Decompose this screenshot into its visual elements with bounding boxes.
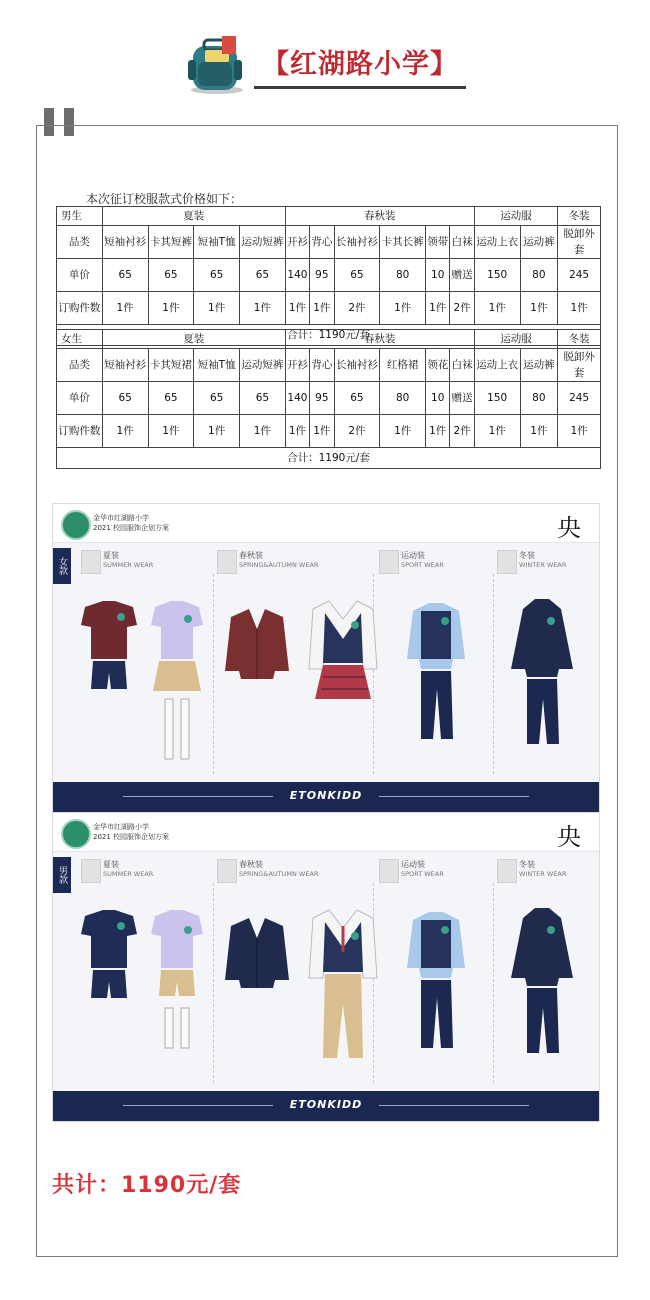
catalog-school <box>93 513 169 533</box>
category-en: SUMMER WEAR <box>103 561 154 569</box>
catalog-school <box>93 822 169 842</box>
school-name: 金华市红湖路小学 <box>93 823 149 831</box>
price-cell: 65 <box>148 382 194 415</box>
price-cell: 140 <box>285 382 309 415</box>
school-logo-icon <box>61 510 91 540</box>
item-name-cell: 背心 <box>310 226 334 259</box>
row-label: 品类 <box>57 349 103 382</box>
boys-winter-coat-icon <box>511 908 573 1053</box>
quantity-cell: 1件 <box>194 415 240 448</box>
quantity-cell: 1件 <box>240 292 286 325</box>
item-name-cell: 白袜 <box>450 349 474 382</box>
section-sport: 运动服 <box>474 330 557 349</box>
item-name-cell: 背心 <box>310 349 334 382</box>
quantity-cell: 2件 <box>450 292 474 325</box>
item-name-cell: 脱卸外套 <box>558 226 601 259</box>
price-cell: 80 <box>380 259 426 292</box>
quantity-cell: 1件 <box>380 292 426 325</box>
price-cell: 65 <box>102 382 148 415</box>
boys-sport-suit-icon <box>407 912 465 1048</box>
quantity-cell: 1件 <box>285 292 309 325</box>
item-name-cell: 短袖T恤 <box>194 349 240 382</box>
category-en: SPRING&AUTUMN WEAR <box>239 870 319 878</box>
title-underline <box>254 86 466 89</box>
gender-label: 女生 <box>57 330 103 349</box>
item-name-cell: 短袖T恤 <box>194 226 240 259</box>
plan-name: 2021 校园服饰企划方案 <box>93 524 170 532</box>
girls-uniform-illustrations <box>73 599 593 774</box>
price-cell: 65 <box>102 259 148 292</box>
item-name-cell: 红格裙 <box>380 349 426 382</box>
girls-winter-coat-icon <box>511 599 573 744</box>
boys-polo-icon <box>81 910 137 998</box>
item-name-cell: 卡其长裤 <box>380 226 426 259</box>
item-name-cell: 开衫 <box>285 226 309 259</box>
quantity-cell: 1件 <box>426 415 450 448</box>
boys-uniform-illustrations <box>73 908 593 1083</box>
price-cell: 10 <box>426 259 450 292</box>
girls-polo-icon <box>81 601 137 689</box>
brand-mark-icon: 央 <box>557 514 581 542</box>
row-label: 品类 <box>57 226 103 259</box>
price-cell: 65 <box>194 259 240 292</box>
category-zh: 运动装 <box>401 551 425 560</box>
item-name-cell: 长袖衬衫 <box>334 349 380 382</box>
quantity-cell: 2件 <box>334 415 380 448</box>
quantity-cell: 1件 <box>558 292 601 325</box>
brand-footer <box>53 1091 599 1121</box>
spring-thumb-icon <box>217 859 237 883</box>
boys-cardigan-icon <box>225 918 289 988</box>
category-en: SUMMER WEAR <box>103 870 154 878</box>
price-cell: 65 <box>334 382 380 415</box>
girls-vest-skirt-icon <box>309 601 377 699</box>
boys-shirt-shorts-icon <box>151 910 203 1048</box>
quantity-cell: 1件 <box>285 415 309 448</box>
item-name-cell: 脱卸外套 <box>558 349 601 382</box>
section-spring-autumn: 春秋装 <box>285 330 474 349</box>
category-zh: 冬装 <box>519 860 535 869</box>
price-cell: 80 <box>520 259 558 292</box>
category-en: SPORT WEAR <box>401 870 444 878</box>
page-title: 【红湖路小学】 <box>262 49 458 80</box>
quantity-cell: 1件 <box>194 292 240 325</box>
quantity-cell: 1件 <box>148 292 194 325</box>
quantity-cell: 1件 <box>380 415 426 448</box>
price-cell: 140 <box>285 259 309 292</box>
item-name-cell: 运动上衣 <box>474 349 520 382</box>
category-zh: 运动装 <box>401 860 425 869</box>
brand-mark-icon: 央 <box>557 823 581 851</box>
boys-vest-pants-icon <box>309 910 377 1058</box>
quantity-cell: 2件 <box>450 415 474 448</box>
section-spring-autumn: 春秋装 <box>285 207 474 226</box>
item-name-cell: 运动短裤 <box>240 349 286 382</box>
table-total: 合计：1190元/套 <box>57 448 601 469</box>
category-zh: 春秋装 <box>239 551 263 560</box>
row-label: 单价 <box>57 259 103 292</box>
category-zh: 夏装 <box>103 860 119 869</box>
girls-cardigan-icon <box>225 609 289 679</box>
quantity-cell: 1件 <box>520 292 558 325</box>
price-cell: 65 <box>334 259 380 292</box>
row-label: 单价 <box>57 382 103 415</box>
gender-label: 男生 <box>57 207 103 226</box>
summer-thumb-icon <box>81 859 101 883</box>
price-cell: 95 <box>310 259 334 292</box>
quantity-cell: 1件 <box>148 415 194 448</box>
price-cell: 10 <box>426 382 450 415</box>
sport-thumb-icon <box>379 550 399 574</box>
boys-uniform-catalog <box>52 812 600 1122</box>
boys-tab: 男款 <box>53 857 71 893</box>
winter-thumb-icon <box>497 550 517 574</box>
price-cell: 150 <box>474 259 520 292</box>
category-en: WINTER WEAR <box>519 870 567 878</box>
brand-name: ETONKIDD <box>289 789 363 802</box>
item-name-cell: 卡其短裤 <box>148 226 194 259</box>
quantity-cell: 1件 <box>310 292 334 325</box>
winter-thumb-icon <box>497 859 517 883</box>
girls-price-table <box>56 329 601 469</box>
price-cell: 245 <box>558 382 601 415</box>
item-name-cell: 短袖衬衫 <box>102 226 148 259</box>
brand-name: ETONKIDD <box>289 1098 363 1111</box>
quantity-cell: 1件 <box>102 415 148 448</box>
item-name-cell: 短袖衬衫 <box>102 349 148 382</box>
price-cell: 80 <box>380 382 426 415</box>
summer-thumb-icon <box>81 550 101 574</box>
quantity-cell: 1件 <box>474 292 520 325</box>
girls-shirt-skirt-icon <box>151 601 203 759</box>
quantity-cell: 1件 <box>240 415 286 448</box>
row-label: 订购件数 <box>57 292 103 325</box>
section-winter: 冬装 <box>558 207 601 226</box>
item-name-cell: 领带 <box>426 226 450 259</box>
price-cell: 赠送 <box>450 382 474 415</box>
quantity-cell: 2件 <box>334 292 380 325</box>
category-zh: 冬装 <box>519 551 535 560</box>
brand-footer <box>53 782 599 812</box>
sport-thumb-icon <box>379 859 399 883</box>
quantity-cell: 1件 <box>520 415 558 448</box>
quantity-cell: 1件 <box>102 292 148 325</box>
price-cell: 150 <box>474 382 520 415</box>
table-total: 合计：1190元/套 <box>57 325 601 346</box>
school-name: 金华市红湖路小学 <box>93 514 149 522</box>
category-en: WINTER WEAR <box>519 561 567 569</box>
price-cell: 65 <box>194 382 240 415</box>
catalog-header <box>53 504 599 543</box>
price-cell: 65 <box>240 382 286 415</box>
row-label: 订购件数 <box>57 415 103 448</box>
boys-price-table <box>56 206 601 346</box>
grand-total: 共计：1190元/套 <box>52 1173 242 1198</box>
price-cell: 245 <box>558 259 601 292</box>
item-name-cell: 运动短裤 <box>240 226 286 259</box>
quantity-cell: 1件 <box>426 292 450 325</box>
plan-name: 2021 校园服饰企划方案 <box>93 833 170 841</box>
item-name-cell: 长袖衬衫 <box>334 226 380 259</box>
item-name-cell: 卡其短裙 <box>148 349 194 382</box>
price-cell: 80 <box>520 382 558 415</box>
section-summer: 夏装 <box>102 207 285 226</box>
girls-uniform-catalog <box>52 503 600 813</box>
price-cell: 65 <box>148 259 194 292</box>
section-winter: 冬装 <box>558 330 601 349</box>
catalog-header <box>53 813 599 852</box>
price-cell: 95 <box>310 382 334 415</box>
price-cell: 65 <box>240 259 286 292</box>
item-name-cell: 开衫 <box>285 349 309 382</box>
school-logo-icon <box>61 819 91 849</box>
item-name-cell: 运动上衣 <box>474 226 520 259</box>
price-cell: 赠送 <box>450 259 474 292</box>
category-zh: 夏装 <box>103 551 119 560</box>
girls-sport-suit-icon <box>407 603 465 739</box>
quantity-cell: 1件 <box>310 415 334 448</box>
item-name-cell: 运动裤 <box>520 349 558 382</box>
girls-tab: 女款 <box>53 548 71 584</box>
table-intro: 本次征订校服款式价格如下： <box>86 192 243 206</box>
backpack-icon <box>184 32 250 96</box>
item-name-cell: 白袜 <box>450 226 474 259</box>
category-zh: 春秋装 <box>239 860 263 869</box>
item-name-cell: 领花 <box>426 349 450 382</box>
section-summer: 夏装 <box>102 330 285 349</box>
spring-thumb-icon <box>217 550 237 574</box>
section-sport: 运动服 <box>474 207 557 226</box>
quantity-cell: 1件 <box>558 415 601 448</box>
category-en: SPRING&AUTUMN WEAR <box>239 561 319 569</box>
quantity-cell: 1件 <box>474 415 520 448</box>
category-en: SPORT WEAR <box>401 561 444 569</box>
item-name-cell: 运动裤 <box>520 226 558 259</box>
